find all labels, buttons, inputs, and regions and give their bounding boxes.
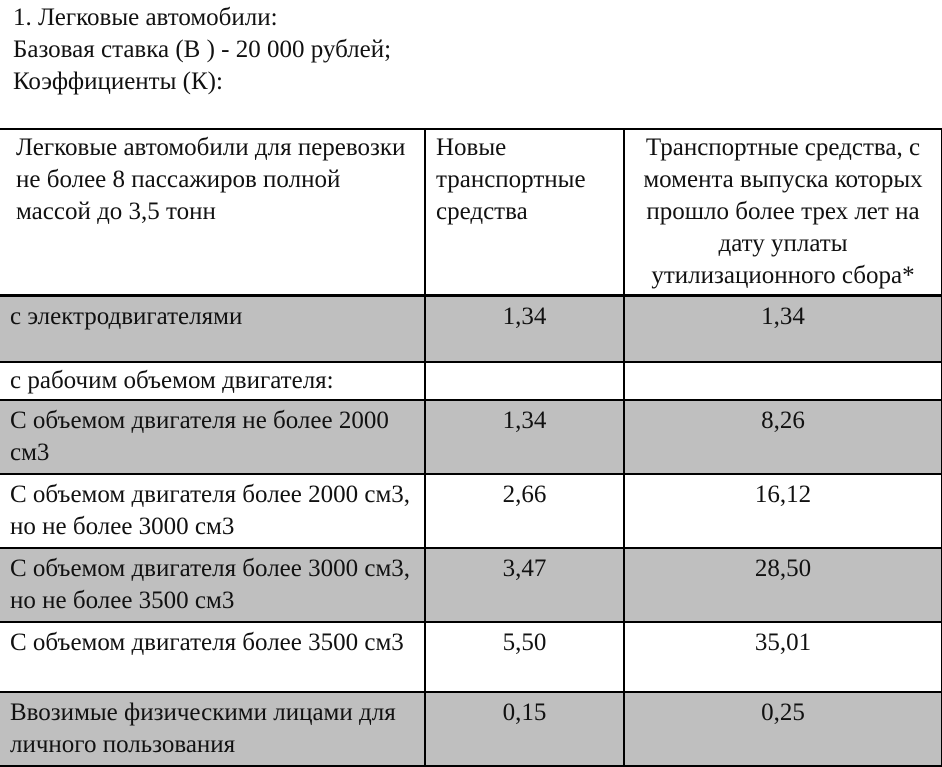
coef-new: 1,34 [425,296,624,363]
coefficients-table [0,128,942,767]
table-header-row [0,129,942,296]
section-title: 1. Легковые автомобили: [13,4,278,31]
coef-new: 0,15 [425,692,624,766]
table-row [0,548,942,622]
row-label: с электродвигателями [0,296,425,363]
table-row [0,622,942,692]
base-rate: Базовая ставка (В ) - 20 000 рублей; [13,36,392,63]
coef-old: 28,50 [624,548,942,622]
coef-old: 0,25 [624,692,942,766]
coefficients-label: Коэффициенты (К): [13,68,223,95]
row-label: С объемом двигателя более 3000 см3, но не более 3500 см3 [0,548,425,622]
table-row [0,692,942,766]
coef-new: 5,50 [425,622,624,692]
intro-text [13,2,391,98]
coef-old: 1,34 [624,296,942,363]
coef-old: 8,26 [624,400,942,474]
row-label: с рабочим объемом двигателя: [0,362,425,400]
row-label: С объемом двигателя не более 2000 см3 [0,400,425,474]
table-row [0,296,942,363]
coef-new: 2,66 [425,474,624,548]
header-new-vehicles: Новые транспортные средства [425,129,624,296]
coef-old: 16,12 [624,474,942,548]
row-label: С объемом двигателя более 2000 см3, но не более 3000 см3 [0,474,425,548]
table-row [0,362,942,400]
table-row [0,474,942,548]
table-row [0,400,942,474]
coef-new [425,362,624,400]
coef-old: 35,01 [624,622,942,692]
header-vehicle-category: Легковые автомобили для перевозки не более 8 пассажиров полной массой до 3,5 тонн [0,129,425,296]
row-label: Ввозимые физическими лицами для личного пользования [0,692,425,766]
row-label: С объемом двигателя более 3500 см3 [0,622,425,692]
coef-new: 3,47 [425,548,624,622]
coef-old [624,362,942,400]
coef-new: 1,34 [425,400,624,474]
header-older-vehicles: Транспортные средства, с момента выпуска которых прошло более трех лет на дату уплаты утилизационного сбора* [624,129,942,296]
